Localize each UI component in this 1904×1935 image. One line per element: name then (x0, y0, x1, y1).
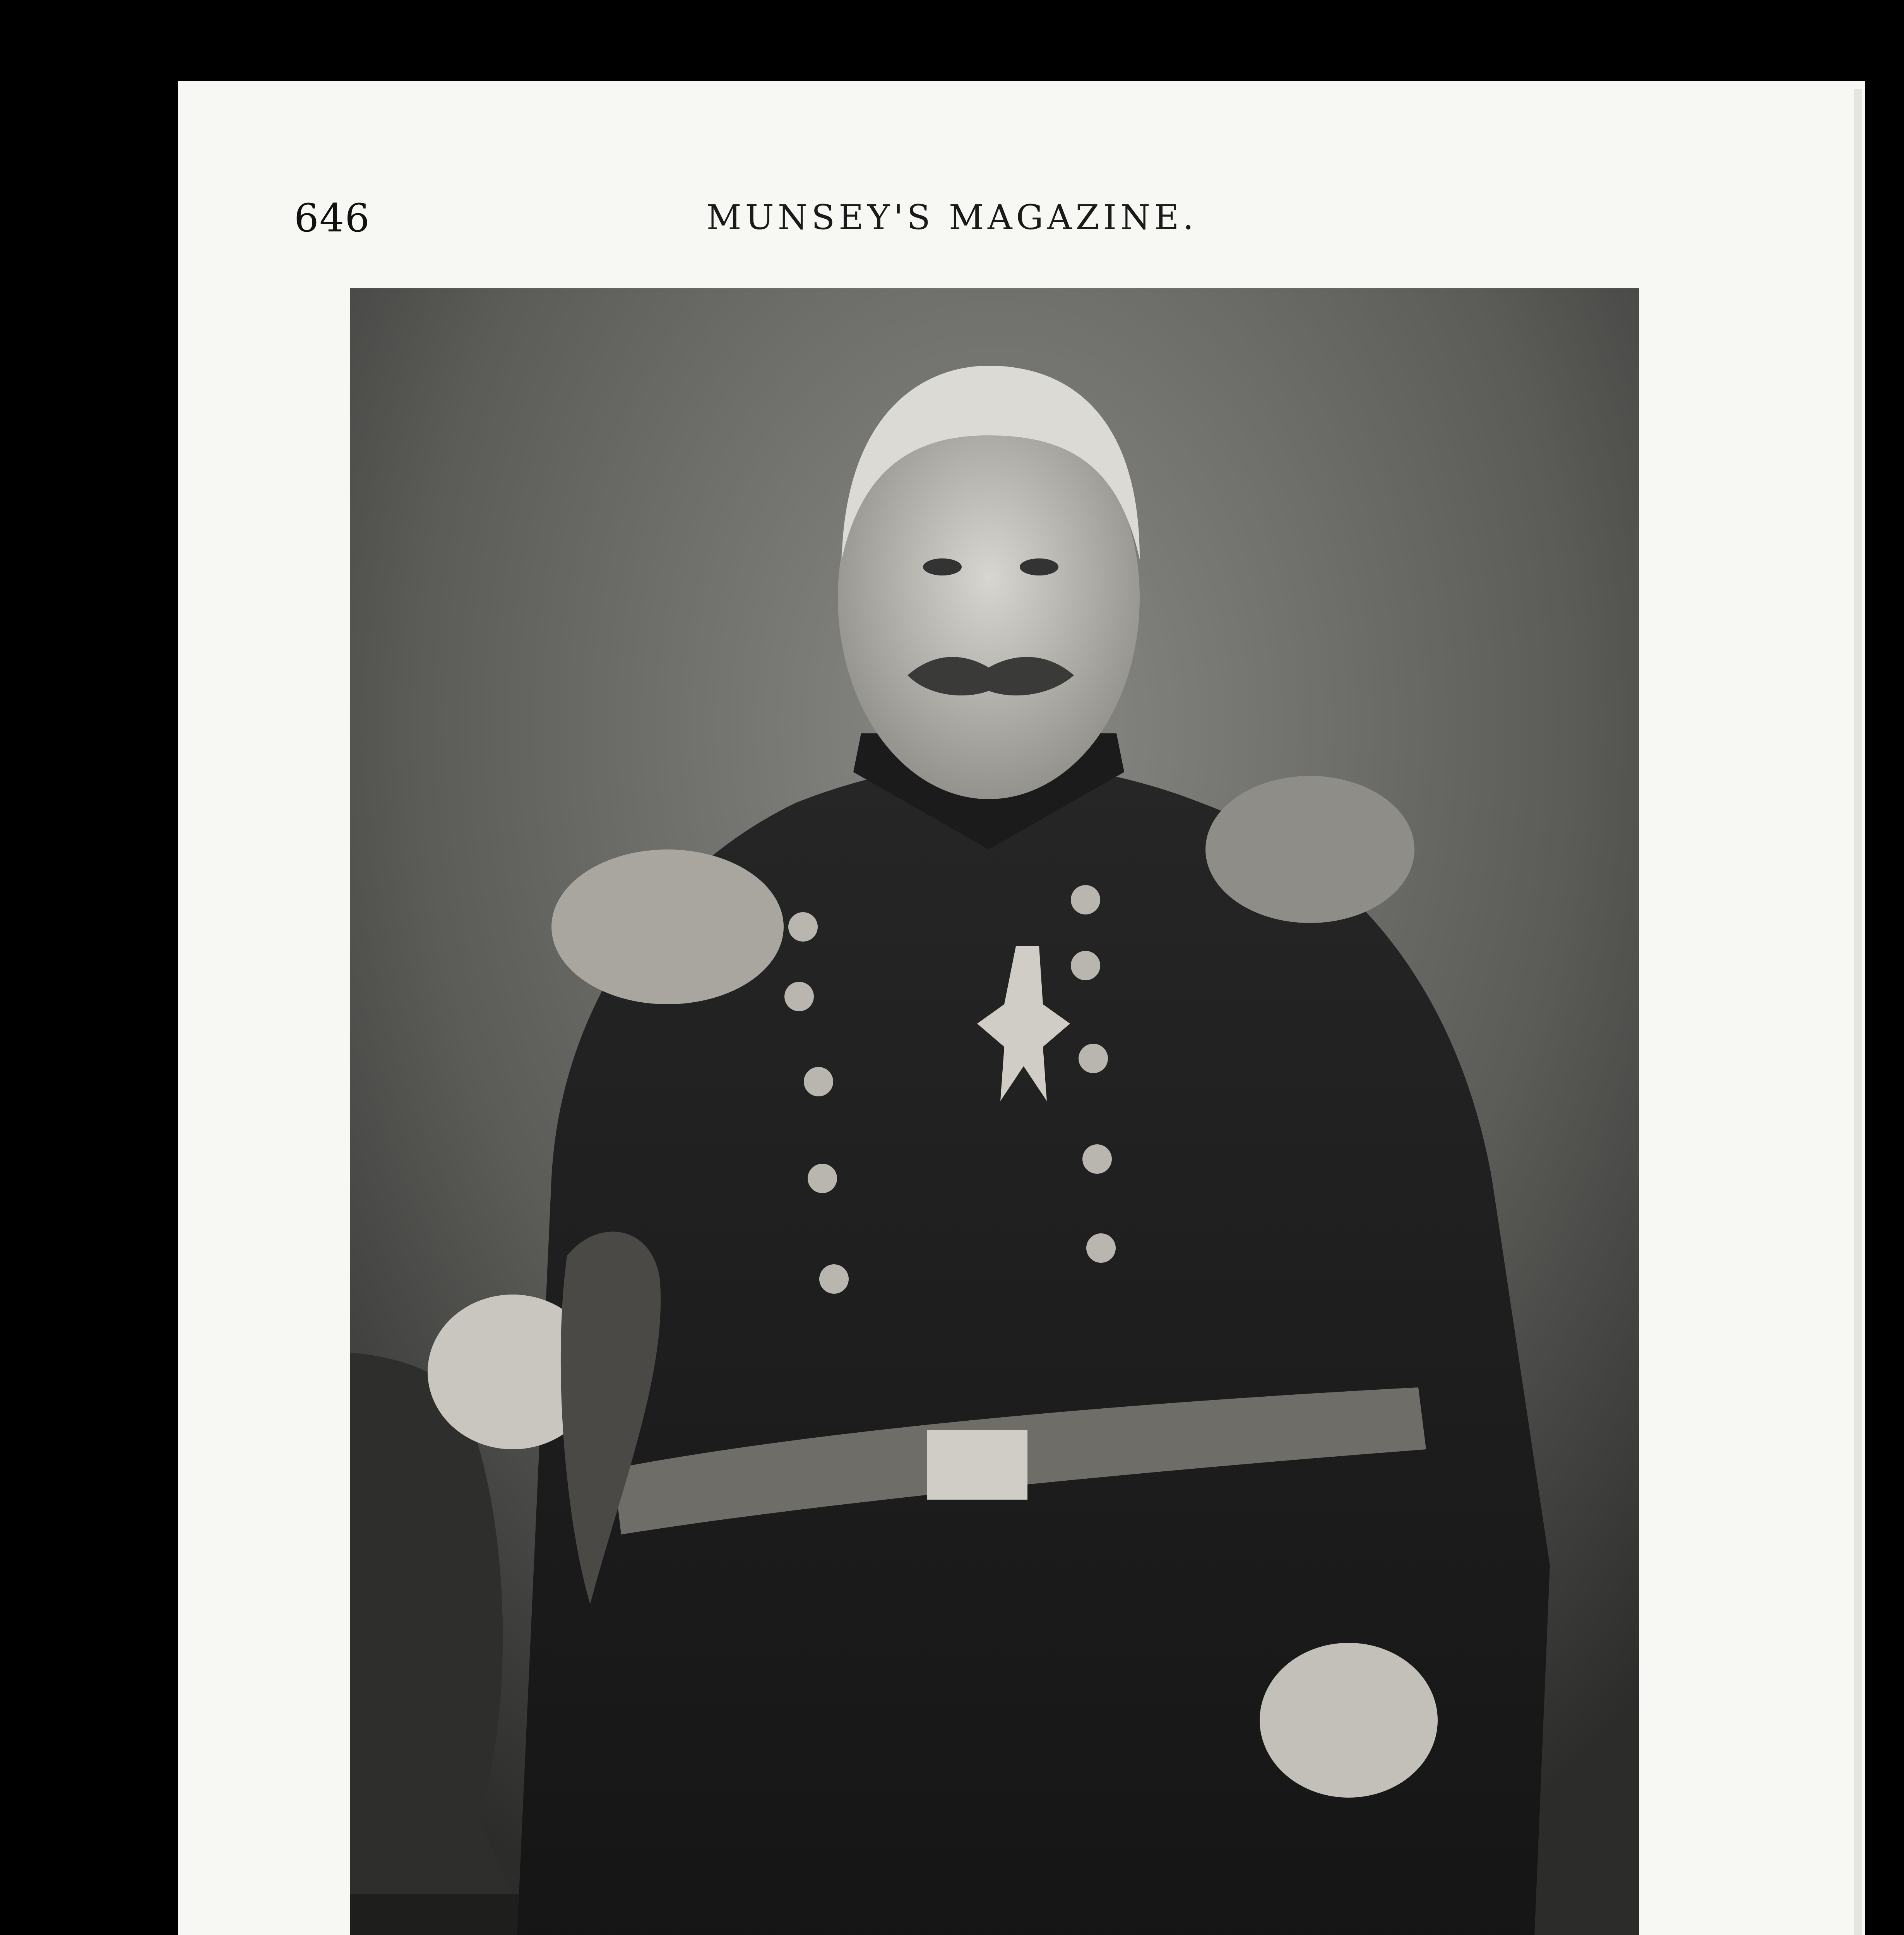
running-title: MUNSEY'S MAGAZINE. (706, 197, 1198, 237)
portrait-photograph (350, 288, 1639, 1935)
left-epaulette (551, 849, 784, 1004)
portrait-image (350, 288, 1639, 1935)
right-epaulette (1205, 776, 1414, 923)
facing-page-edge (1854, 89, 1862, 1935)
page-number: 646 (294, 195, 370, 241)
right-hand (1260, 1643, 1438, 1798)
belt-buckle (927, 1430, 1027, 1500)
